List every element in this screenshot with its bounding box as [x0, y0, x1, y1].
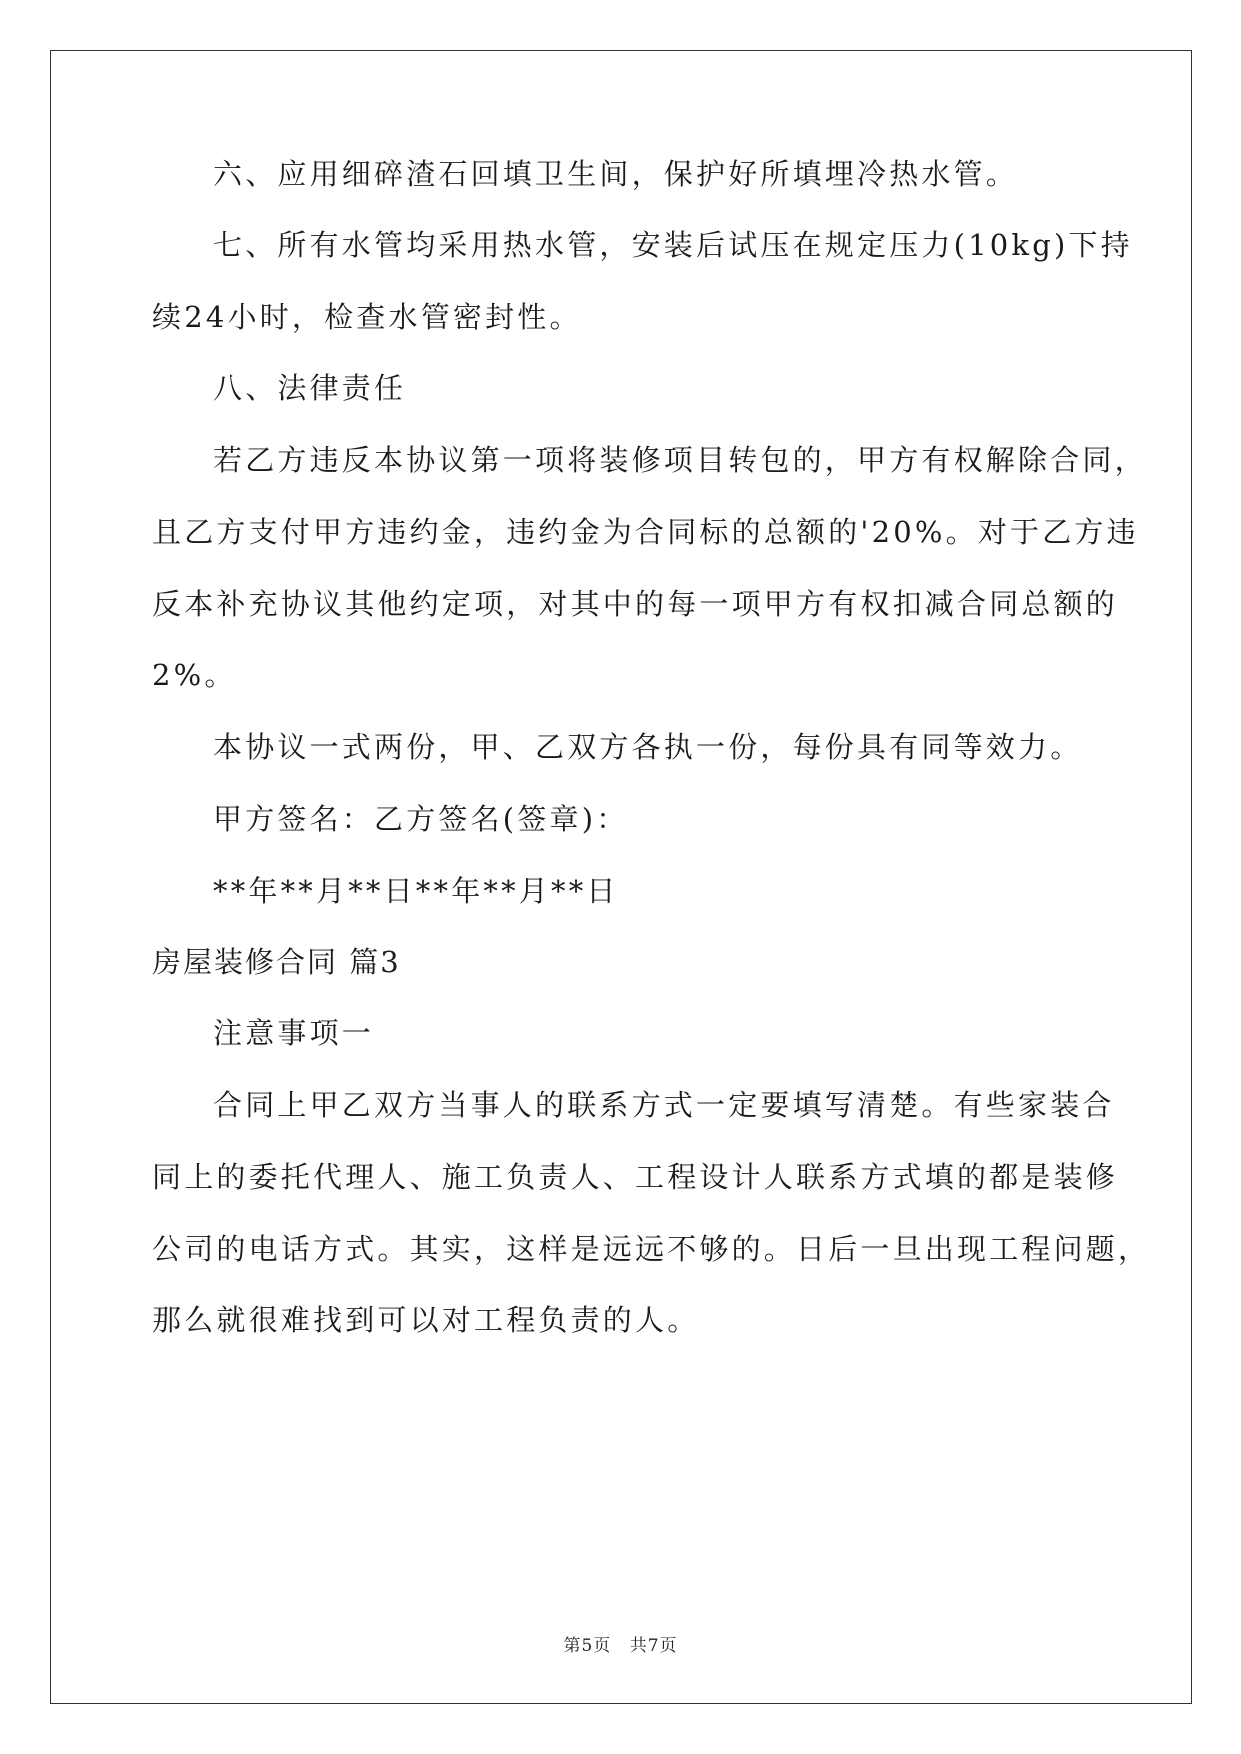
- clause-6: 六、应用细碎渣石回填卫生间，保护好所填埋冷热水管。: [213, 157, 1019, 191]
- section-3-title: 房屋装修合同 篇3: [152, 945, 401, 979]
- note-line-3: 公司的电话方式。其实，这样是远远不够的。日后一旦出现工程问题，: [152, 1232, 1151, 1266]
- page-total: 共7页: [629, 1636, 678, 1656]
- clause-7-line-2: 续24小时，检查水管密封性。: [152, 300, 582, 334]
- note-line-4: 那么就很难找到可以对工程负责的人。: [152, 1303, 700, 1337]
- note-line-2: 同上的委托代理人、施工负责人、工程设计人联系方式填的都是装修: [152, 1160, 1119, 1194]
- signature-line: 甲方签名：乙方签名(签章)：: [213, 802, 629, 836]
- date-line: **年**月**日**年**月**日: [213, 874, 619, 908]
- page-number: 第5页: [563, 1636, 612, 1656]
- clause-8-title: 八、法律责任: [213, 371, 407, 405]
- liability-line-4: 2%。: [152, 658, 237, 692]
- clause-7-line-1: 七、所有水管均采用热水管，安装后试压在规定压力(10kg)下持: [213, 228, 1133, 262]
- note-line-1: 合同上甲乙双方当事人的联系方式一定要填写清楚。有些家装合: [213, 1088, 1115, 1122]
- liability-line-1: 若乙方违反本协议第一项将装修项目转包的，甲方有权解除合同，: [213, 443, 1147, 477]
- liability-line-2: 且乙方支付甲方违约金，违约金为合同标的总额的'20%。对于乙方违: [152, 515, 1139, 549]
- page-footer: [0, 1634, 1241, 1658]
- note-1-title: 注意事项一: [213, 1016, 375, 1050]
- liability-line-3: 反本补充协议其他约定项，对其中的每一项甲方有权扣减合同总额的: [152, 587, 1119, 621]
- copies-clause: 本协议一式两份，甲、乙双方各执一份，每份具有同等效力。: [213, 730, 1083, 764]
